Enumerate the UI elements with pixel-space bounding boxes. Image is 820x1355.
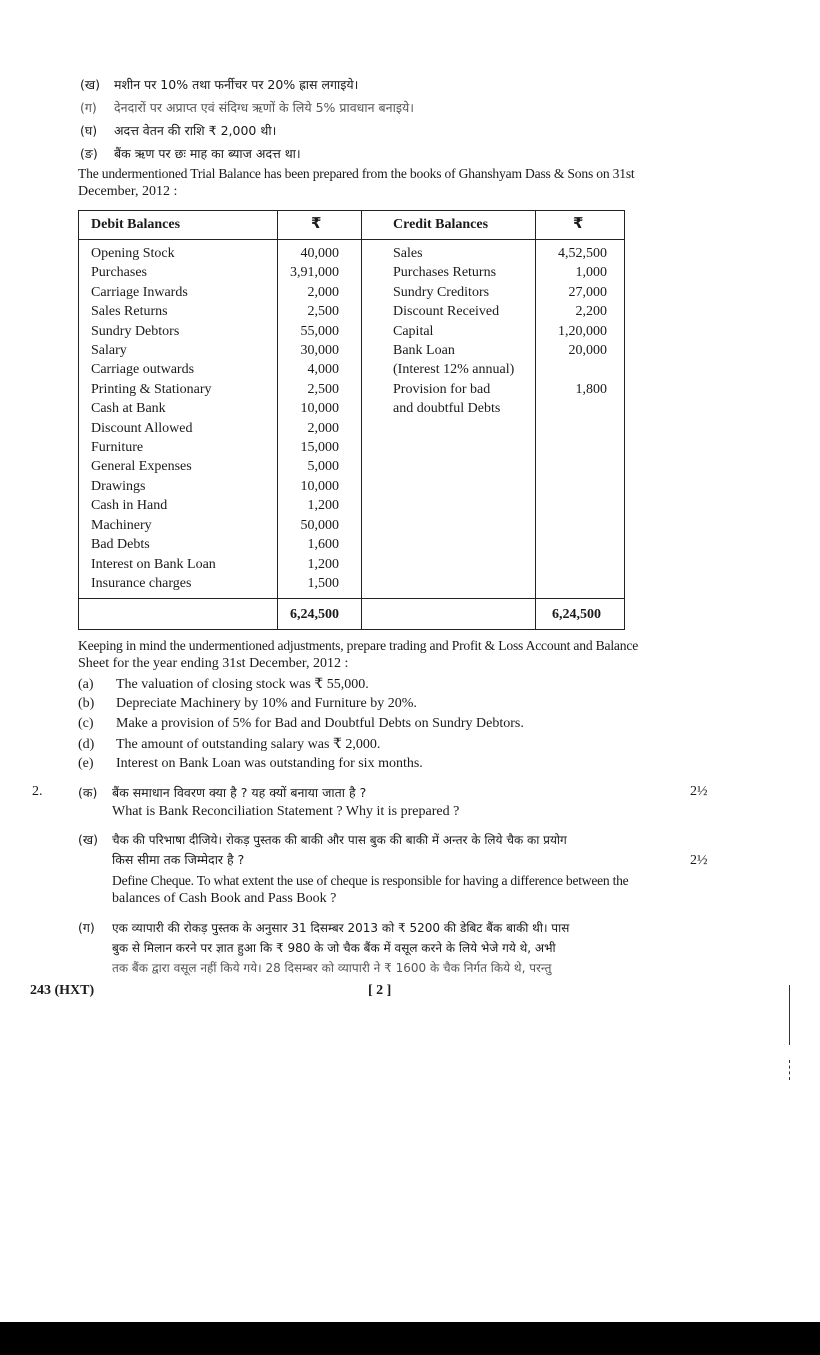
item-label: (ङ) <box>80 146 98 161</box>
trial-balance-table <box>78 210 625 630</box>
adjustments-intro-line-1: Keeping in mind the undermentioned adjustments, prepare trading and Profit & Loss Account and Balance <box>78 638 639 653</box>
item-text: Interest on Bank Loan was outstanding for six months. <box>116 756 423 771</box>
debit-amount: 50,000 <box>300 517 339 533</box>
credit-account-name: Provision for bad <box>393 381 491 397</box>
scan-bottom-border <box>0 1322 820 1355</box>
credit-account-name: Discount Received <box>393 304 500 320</box>
item-label: (d) <box>78 737 95 752</box>
q2-part-k-english: What is Bank Reconciliation Statement ? Why it is prepared ? <box>112 804 460 819</box>
debit-account-name: Sundry Debtors <box>91 323 180 339</box>
debit-amount: 15,000 <box>300 440 339 456</box>
q2-part-kh-hindi-line-1: चैक की परिभाषा दीजिये। रोकड़ पुस्तक की बाकी और पास बुक की बाकी में अन्तर के लिये चैक का प्रयोग <box>112 833 567 847</box>
debit-account-name: Bad Debts <box>91 537 150 553</box>
english-adjustment-c <box>78 716 524 732</box>
debit-amount: 2,000 <box>307 420 339 436</box>
credit-account-name: Bank Loan <box>393 343 455 359</box>
debit-rupee-header: ₹ <box>311 214 322 232</box>
q2-part-kh-english-line-1: Define Cheque. To what extent the use of cheque is responsible for having a difference between the <box>112 873 629 888</box>
q2-part-kh-marks: 2½ <box>690 853 708 868</box>
q2-part-g-line-3: तक बैंक द्वारा वसूल नहीं किये गये। 28 दिसम्बर को व्यापारी ने ₹ 1600 के चैक निर्गत किये थे, परन्तु <box>112 961 552 975</box>
english-adjustment-a <box>78 676 369 693</box>
debit-amount: 1,200 <box>307 556 339 572</box>
credit-amount: 27,000 <box>568 284 607 300</box>
debit-account-name: Salary <box>91 343 127 359</box>
debit-names-column <box>91 244 216 593</box>
debit-account-name: Cash at Bank <box>91 401 166 417</box>
credit-amount: 1,20,000 <box>558 323 607 339</box>
item-text: Make a provision of 5% for Bad and Doubtful Debts on Sundry Debtors. <box>116 716 524 731</box>
debit-amount: 10,000 <box>300 478 339 494</box>
debit-amount: 2,500 <box>307 381 339 397</box>
debit-account-name: Furniture <box>91 440 144 456</box>
debit-amount: 2,500 <box>307 304 339 320</box>
hindi-adjustment-g <box>80 99 414 116</box>
item-label: (c) <box>78 716 94 731</box>
debit-amount: 5,000 <box>307 459 339 475</box>
debit-amount: 30,000 <box>300 343 339 359</box>
item-label: (ख) <box>80 77 100 92</box>
debit-account-name: Carriage Inwards <box>91 284 188 300</box>
debit-account-name: Cash in Hand <box>91 498 168 514</box>
debit-amount: 3,91,000 <box>290 265 339 281</box>
margin-mark <box>789 985 790 1045</box>
debit-amount: 40,000 <box>300 246 339 261</box>
debit-account-name: Machinery <box>91 517 152 533</box>
english-adjustment-e <box>78 756 423 772</box>
debit-account-name: Drawings <box>91 478 146 494</box>
q2-part-kh-hindi-line-2: किस सीमा तक जिम्मेदार है ? <box>112 852 245 867</box>
credit-names-column <box>393 244 514 419</box>
item-text: The amount of outstanding salary was ₹ 2,000. <box>116 737 381 752</box>
debit-account-name: Sales Returns <box>91 304 168 320</box>
debit-amount: 1,200 <box>307 498 339 514</box>
debit-account-name: Discount Allowed <box>91 420 193 436</box>
debit-amount: 2,000 <box>307 284 339 300</box>
credit-amounts-column <box>537 244 607 419</box>
credit-amount: 4,52,500 <box>558 246 607 261</box>
item-text: देनदारों पर अप्राप्त एवं संदिग्ध ऋणों के लिये 5% प्रावधान बनाइये। <box>114 100 414 115</box>
debit-amount: 1,500 <box>307 575 339 591</box>
debit-account-name: General Expenses <box>91 459 192 475</box>
q2-part-g-line-1: एक व्यापारी की रोकड़ पुस्तक के अनुसार 31 दिसम्बर 2013 को ₹ 5200 की डेबिट बैंक बाकी थी। पास <box>112 921 570 935</box>
debit-account-name: Purchases <box>91 265 147 281</box>
credit-amount: 1,000 <box>575 265 607 281</box>
q2-part-g-line-2: बुक से मिलान करने पर ज्ञात हुआ कि ₹ 980 के जो चैक बैंक में वसूल करने के लिये भेजे गये थे, अभी <box>112 941 556 955</box>
credit-account-name: Purchases Returns <box>393 265 497 281</box>
q2-part-k-marks: 2½ <box>690 784 708 799</box>
intro-line-1: The undermentioned Trial Balance has been prepared from the books of Ghanshyam Dass & Sons on 31st <box>78 166 635 181</box>
footer-page-number: [ 2 ] <box>368 983 392 998</box>
intro-line-2: December, 2012 : <box>78 184 178 199</box>
english-adjustment-b <box>78 696 417 712</box>
item-text: अदत्त वेतन की राशि ₹ 2,000 थी। <box>114 123 277 138</box>
credit-account-name: Capital <box>393 323 434 339</box>
q2-part-g-label: (ग) <box>78 920 95 935</box>
hindi-adjustment-kh <box>80 76 358 93</box>
english-adjustment-d <box>78 736 380 753</box>
credit-account-name: (Interest 12% annual) <box>393 362 515 378</box>
question-number: 2. <box>32 784 43 799</box>
item-label: (b) <box>78 696 95 711</box>
q2-part-kh-label: (ख) <box>78 832 98 847</box>
credit-account-name: and doubtful Debts <box>393 401 501 417</box>
credit-amount: 20,000 <box>568 343 607 359</box>
debit-account-name: Carriage outwards <box>91 362 195 378</box>
debit-header: Debit Balances <box>91 217 181 232</box>
credit-rupee-header: ₹ <box>573 214 584 232</box>
debit-account-name: Insurance charges <box>91 575 192 591</box>
debit-account-name: Opening Stock <box>91 246 175 261</box>
debit-amounts-column <box>279 244 339 593</box>
credit-account-name: Sales <box>393 246 423 261</box>
credit-total: 6,24,500 <box>552 607 601 622</box>
item-text: The valuation of closing stock was ₹ 55,000. <box>116 677 369 692</box>
hindi-adjustment-gh <box>80 122 276 139</box>
item-label: (a) <box>78 677 94 692</box>
q2-part-k-label: (क) <box>78 785 98 800</box>
credit-amount: 1,800 <box>575 381 607 397</box>
item-text: मशीन पर 10% तथा फर्नीचर पर 20% ह्रास लगाइये। <box>114 77 359 92</box>
item-label: (e) <box>78 756 94 771</box>
item-label: (घ) <box>80 123 98 138</box>
item-text: Depreciate Machinery by 10% and Furniture by 20%. <box>116 696 417 711</box>
debit-account-name: Printing & Stationary <box>91 381 212 397</box>
item-text: बैंक ऋण पर छः माह का ब्याज अदत्त था। <box>114 146 301 161</box>
q2-part-kh-english-line-2: balances of Cash Book and Pass Book ? <box>112 891 337 906</box>
credit-amount <box>537 360 607 379</box>
credit-amount <box>537 399 607 418</box>
debit-total: 6,24,500 <box>290 607 339 622</box>
debit-amount: 4,000 <box>307 362 339 378</box>
item-label: (ग) <box>80 100 97 115</box>
q2-part-k-hindi: बैंक समाधान विवरण क्या है ? यह क्यों बनाया जाता है ? <box>112 785 367 800</box>
footer-code: 243 (HXT) <box>30 983 95 998</box>
credit-amount: 2,200 <box>575 304 607 320</box>
debit-amount: 55,000 <box>300 323 339 339</box>
debit-account-name: Interest on Bank Loan <box>91 556 216 572</box>
adjustments-intro-line-2: Sheet for the year ending 31st December, 2012 : <box>78 656 349 671</box>
debit-amount: 10,000 <box>300 401 339 417</box>
margin-mark <box>789 1060 790 1080</box>
credit-account-name: Sundry Creditors <box>393 284 490 300</box>
credit-header: Credit Balances <box>393 217 489 232</box>
debit-amount: 1,600 <box>307 537 339 553</box>
hindi-adjustment-ng <box>80 145 301 162</box>
